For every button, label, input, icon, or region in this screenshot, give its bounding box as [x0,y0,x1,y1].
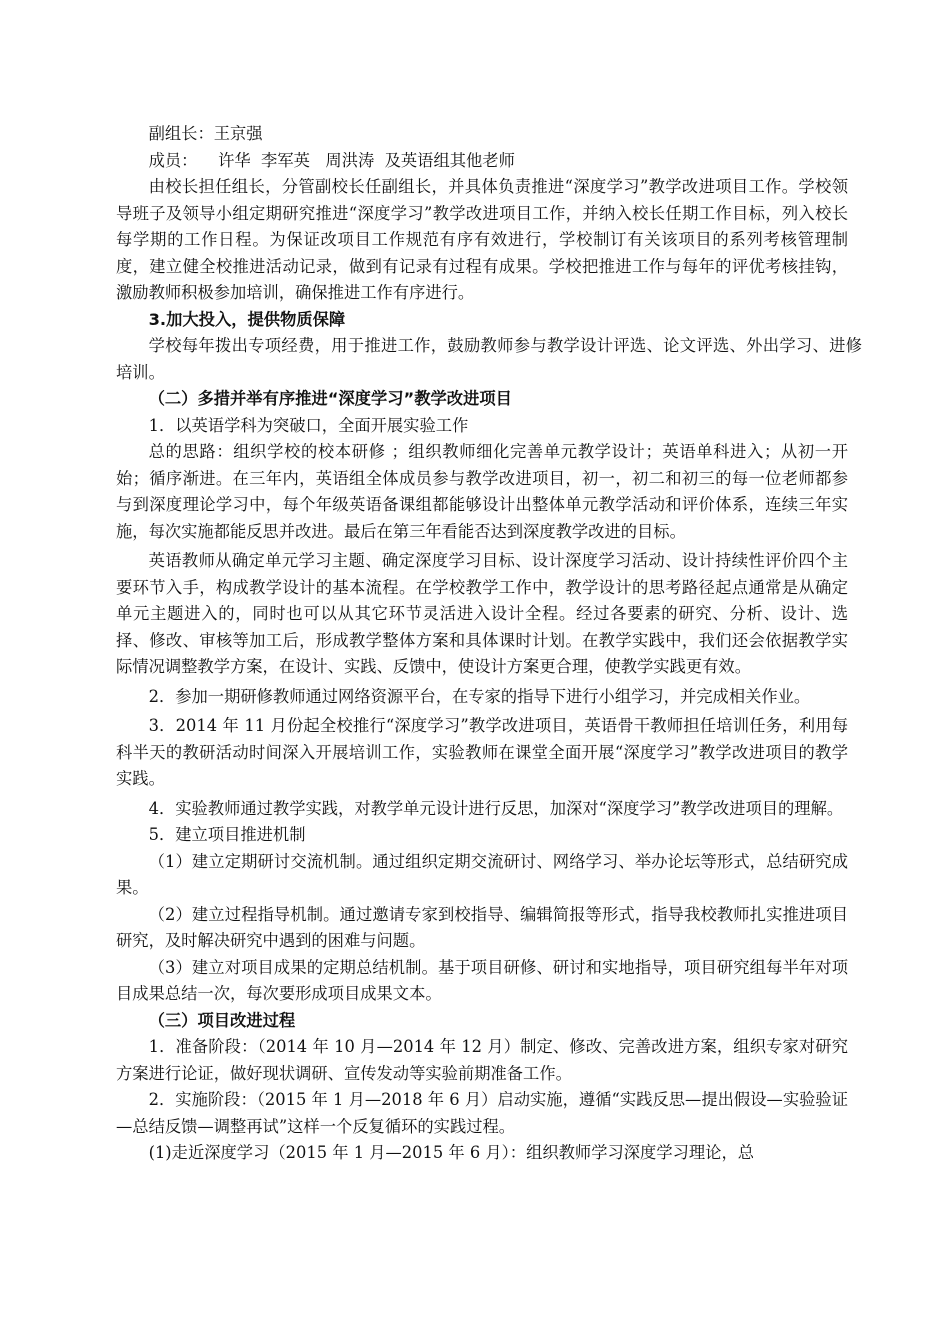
implementation-stage-paragraph: 2．实施阶段：（2015 年 1 月—2018 年 6 月）启动实施，遵循“实践反思—提出假设—实验验证—总结反馈—调整再试”这样一个反复循环的实践过程。 [116,1090,848,1136]
overall-approach-paragraph: 总的思路：组织学校的校本研修 ；组织教师细化完善单元教学设计；英语单科进入；从初一开始；循序渐进。在三年内，英语组全体成员参与教学改进项目，初一，初二和初三的每一位老师都参与到深度理论学习中，每个年级英语备课组都能够设计出整体单元教学活动和评价体系，连续三年实施，每次实施都能反思并改进。最后在第三年看能否达到深度教学改进的目标。 [116,442,848,541]
leadership-paragraph: 由校长担任组长，分管副校长任副组长，并具体负责推进“深度学习”教学改进项目工作。学校领导班子及领导小组定期研究推进“深度学习”教学改进项目工作，并纳入校长任期工作目标，列入校长每学期的工作日程。为保证改项目工作规范有序有效进行，学校制订有关该项目的系列考核管理制度，建立健全校推进活动记录，做到有记录有过程有成果。学校把推进工作与每年的评优考核挂钩，激励教师积极参加培训，确保推进工作有序进行。 [116,177,848,302]
mechanism-1-paragraph: （1）建立定期研讨交流机制。通过组织定期交流研讨、网络学习、举办论坛等形式，总结研究成果。 [116,851,848,897]
approach-deep-learning-paragraph: (1)走近深度学习（2015 年 1 月—2015 年 6 月）：组织教师学习深度学习理论，总 [148,1143,755,1162]
section-heading-measures: （二）多措并举有序推进“深度学习”教学改进项目 [148,389,512,408]
section-heading-process: （三）项目改进过程 [148,1010,296,1030]
section-heading-investment: 3.加大投入，提供物质保障 [148,309,346,329]
deputy-leader-line: 副组长：王京强 [148,124,263,143]
item-4-paragraph: 4．实验教师通过教学实践，对教学单元设计进行反思，加深对“深度学习”教学改进项目的理解。 [148,798,844,818]
preparation-stage-paragraph: 1．准备阶段：（2014 年 10 月—2014 年 12 月）制定、修改、完善改进方案，组织专家对研究方案进行论证，做好现状调研、宣传发动等实验前期准备工作。 [116,1037,848,1083]
members-line: 成员： 许华 李军英 周洪涛 及英语组其他老师 [148,150,515,170]
item-2-paragraph: 2．参加一期研修教师通过网络资源平台，在专家的指导下进行小组学习，并完成相关作业。 [148,686,811,706]
document-page [116,121,862,1167]
mechanism-2-paragraph: （2）建立过程指导机制。通过邀请专家到校指导、编辑简报等形式，指导我校教师扎实推进项目研究，及时解决研究中遇到的困难与问题。 [116,904,848,950]
mechanism-3-paragraph: （3）建立对项目成果的定期总结机制。基于项目研修、研讨和实地指导，项目研究组每半年对项目成果总结一次，每次要形成项目成果文本。 [116,957,848,1003]
funding-paragraph: 学校每年拨出专项经费，用于推进工作，鼓励教师参与教学设计评选、论文评选、外出学习、进修培训。 [116,336,862,382]
english-teachers-paragraph: 英语教师从确定单元学习主题、确定深度学习目标、设计深度学习活动、设计持续性评价四个主要环节入手，构成教学设计的基本流程。在学校教学工作中，教学设计的思考路径起点通常是从确定单元主题进入的，同时也可以从其它环节灵活进入设计全程。经过各要素的研究、分析、设计、选择、修改、审核等加工后，形成教学整体方案和具体课时计划。在教学实践中，我们还会依据教学实际情况调整教学方案，在设计、实践、反馈中，使设计方案更合理，使教学实践更有效。 [116,551,848,676]
item-3-paragraph: 3．2014 年 11 月份起全校推行“深度学习”教学改进项目，英语骨干教师担任培训任务，利用每科半天的教研活动时间深入开展培训工作，实验教师在课堂全面开展“深度学习”教学改进项目的教学实践。 [116,716,848,788]
item-5-heading: 5．建立项目推进机制 [148,825,306,844]
item-1-heading: 1．以英语学科为突破口，全面开展实验工作 [148,415,469,435]
